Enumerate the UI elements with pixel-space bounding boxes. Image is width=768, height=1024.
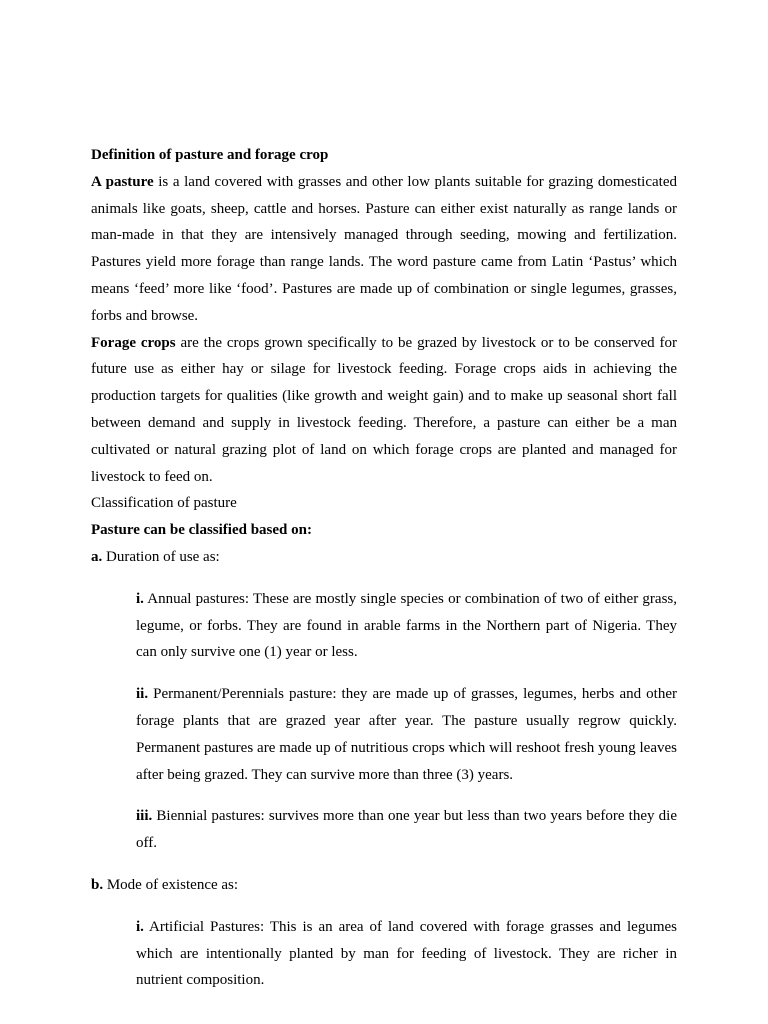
document-title: Definition of pasture and forage crop bbox=[91, 147, 329, 163]
list-item-marker: ii. bbox=[136, 686, 149, 703]
pasture-term: A pasture bbox=[91, 173, 154, 190]
forage-crops-term: Forage crops bbox=[91, 334, 176, 351]
classified-based-on-heading: Pasture can be classified based on: bbox=[91, 522, 312, 539]
list-item-artificial-pastures bbox=[136, 914, 677, 994]
section-a-marker: a. bbox=[91, 548, 103, 565]
list-item-text: Artificial Pastures: This is an area of land covered with forage grasses and legumes which are intentionally planted by man for feeding of livestock. They are richer in nutrient composition. bbox=[136, 918, 677, 989]
section-a-heading bbox=[91, 544, 677, 571]
list-item-permanent-pastures bbox=[136, 681, 677, 788]
classification-heading: Classification of pasture bbox=[91, 495, 237, 512]
list-item-marker: iii. bbox=[136, 808, 153, 825]
list-item-marker: i. bbox=[136, 918, 144, 935]
list-item-annual-pastures bbox=[136, 586, 677, 666]
section-a-text: Duration of use as: bbox=[102, 548, 220, 565]
section-b-heading bbox=[91, 872, 677, 899]
pasture-definition-text: is a land covered with grasses and other low plants suitable for grazing domesticated animals like goats, sheep, cattle and horses. Pasture can either exist naturally as range lands or man-made in that they are intensively managed through seeding, mowing and fertilization. Pastures yield more forage than range lands. The word pasture came from Latin ‘Pastus’ which means ‘feed’ more like ‘food’. Pastures are made up of combination or single legumes, grasses, forbs and browse. bbox=[91, 173, 677, 324]
document-page bbox=[91, 142, 677, 1009]
forage-crops-text: are the crops grown specifically to be grazed by livestock or to be conserved for future use as either hay or silage for livestock feeding. Forage crops aids in achieving the production targets for qualities (like growth and weight gain) and to make up seasonal short fall between demand and supply in livestock feeding. Therefore, a pasture can either be a man cultivated or natural grazing plot of land on which forage crops are planted and managed for livestock to feed on. bbox=[91, 334, 678, 485]
list-item-text: Annual pastures: These are mostly single species or combination of two of either grass, legume, or forbs. They are found in arable farms in the Northern part of Nigeria. They can only survive one (1) year or less. bbox=[136, 590, 677, 661]
list-item-biennial-pastures bbox=[136, 803, 677, 857]
pasture-definition-paragraph bbox=[91, 169, 677, 330]
section-b-text: Mode of existence as: bbox=[103, 876, 239, 893]
list-item-marker: i. bbox=[136, 590, 144, 607]
list-item-text: Permanent/Perennials pasture: they are made up of grasses, legumes, herbs and other forage plants that are grazed year after year. The pasture usually regrow quickly. Permanent pastures are made up of nutritious crops which will reshoot fresh young leaves after being grazed. They can survive more than three (3) years. bbox=[136, 686, 677, 783]
list-item-text: Biennial pastures: survives more than one year but less than two years before they die off. bbox=[136, 808, 677, 852]
section-b-marker: b. bbox=[91, 876, 104, 893]
forage-crops-paragraph bbox=[91, 330, 677, 491]
